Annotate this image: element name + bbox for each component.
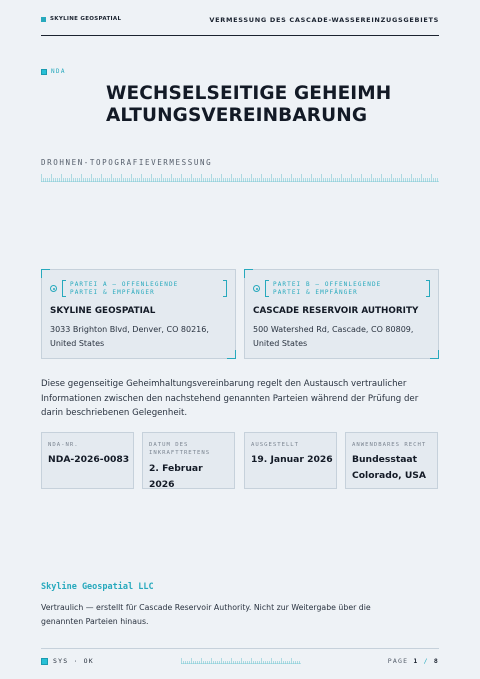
- field-label: AUSGESTELLT: [251, 442, 300, 448]
- brand: [41, 16, 121, 22]
- bracket-right: [426, 280, 430, 297]
- status-text: SYS · OK: [53, 657, 94, 665]
- party-b-label: PARTEI B — OFFENLEGENDE PARTEI & EMPFÄNGER: [273, 281, 382, 296]
- field-value: Bundesstaat Colorado, USA: [352, 454, 427, 481]
- corner-accent: [244, 269, 253, 278]
- ruler-decoration: [181, 658, 301, 664]
- field-value: 2. Februar 2026: [149, 463, 203, 490]
- field-value: 19. Januar 2026: [251, 454, 333, 465]
- confidentiality-note: Vertraulich — erstellt für Cascade Reservoir Authority. Nicht zur Weitergabe über die genannten Parteien hinaus.: [41, 603, 371, 626]
- party-a-name: SKYLINE GEOSPATIAL: [50, 306, 156, 316]
- system-status: [41, 657, 94, 665]
- document-subtitle: DROHNEN-TOPOGRAFIEVERMESSUNG: [41, 158, 213, 167]
- ruler-decoration: [41, 174, 439, 182]
- status-square-icon: [41, 658, 48, 665]
- header-title: VERMESSUNG DES CASCADE-WASSEREINZUGSGEBIETS: [209, 16, 439, 24]
- party-b-address: 500 Watershed Rd, Cascade, CO 80809, United States: [253, 325, 414, 348]
- party-a-address: 3033 Brighton Blvd, Denver, CO 80216, United States: [50, 325, 209, 348]
- document-title: WECHSELSEITIGE GEHEIMHALTUNGSVEREINBARUNG: [106, 83, 392, 126]
- field-issued: [244, 432, 337, 489]
- party-a-header: [50, 280, 227, 298]
- brand-mark-icon: [41, 17, 46, 22]
- field-governing-law: [345, 432, 438, 489]
- page-indicator: [388, 657, 439, 665]
- page-header: [41, 16, 439, 36]
- corner-accent: [41, 269, 50, 278]
- company-name: Skyline Geospatial LLC: [41, 582, 154, 592]
- intro-paragraph: Diese gegenseitige Geheimhaltungsvereinbarung regelt den Austausch vertraulicher Informationen zwischen den nachstehend genannten Parteien während der Prüfung der darin beschriebenen Gelegenheit.: [41, 379, 419, 418]
- party-a-label: PARTEI A — OFFENLEGENDE PARTEI & EMPFÄNGER: [70, 281, 179, 296]
- field-nda-number: [41, 432, 134, 489]
- target-icon: [253, 285, 260, 292]
- page-footer: [41, 648, 439, 668]
- field-effective-date: [142, 432, 235, 489]
- page-current: 1: [413, 657, 419, 665]
- doc-tag-label: NDA: [51, 68, 66, 75]
- page-total: 8: [433, 657, 439, 665]
- brand-name: SKYLINE GEOSPATIAL: [50, 16, 122, 22]
- page-separator: /: [423, 657, 429, 665]
- corner-accent: [430, 350, 439, 359]
- field-label: ANWENDBARES RECHT: [352, 442, 427, 448]
- party-b-card: [244, 269, 439, 359]
- page-label: PAGE: [387, 657, 409, 665]
- target-icon: [50, 285, 57, 292]
- corner-accent: [227, 350, 236, 359]
- bracket-right: [223, 280, 227, 297]
- party-b-header: [253, 280, 430, 298]
- doc-tag: [41, 68, 66, 75]
- bracket-left: [265, 280, 269, 297]
- party-b-name: CASCADE RESERVOIR AUTHORITY: [253, 306, 419, 316]
- field-value: NDA-2026-0083: [48, 454, 130, 465]
- bracket-left: [62, 280, 66, 297]
- tag-square-icon: [41, 69, 47, 75]
- field-label: NDA-NR.: [48, 442, 79, 448]
- field-label: DATUM DES INKRAFTTRETENS: [149, 442, 211, 456]
- party-a-card: [41, 269, 236, 359]
